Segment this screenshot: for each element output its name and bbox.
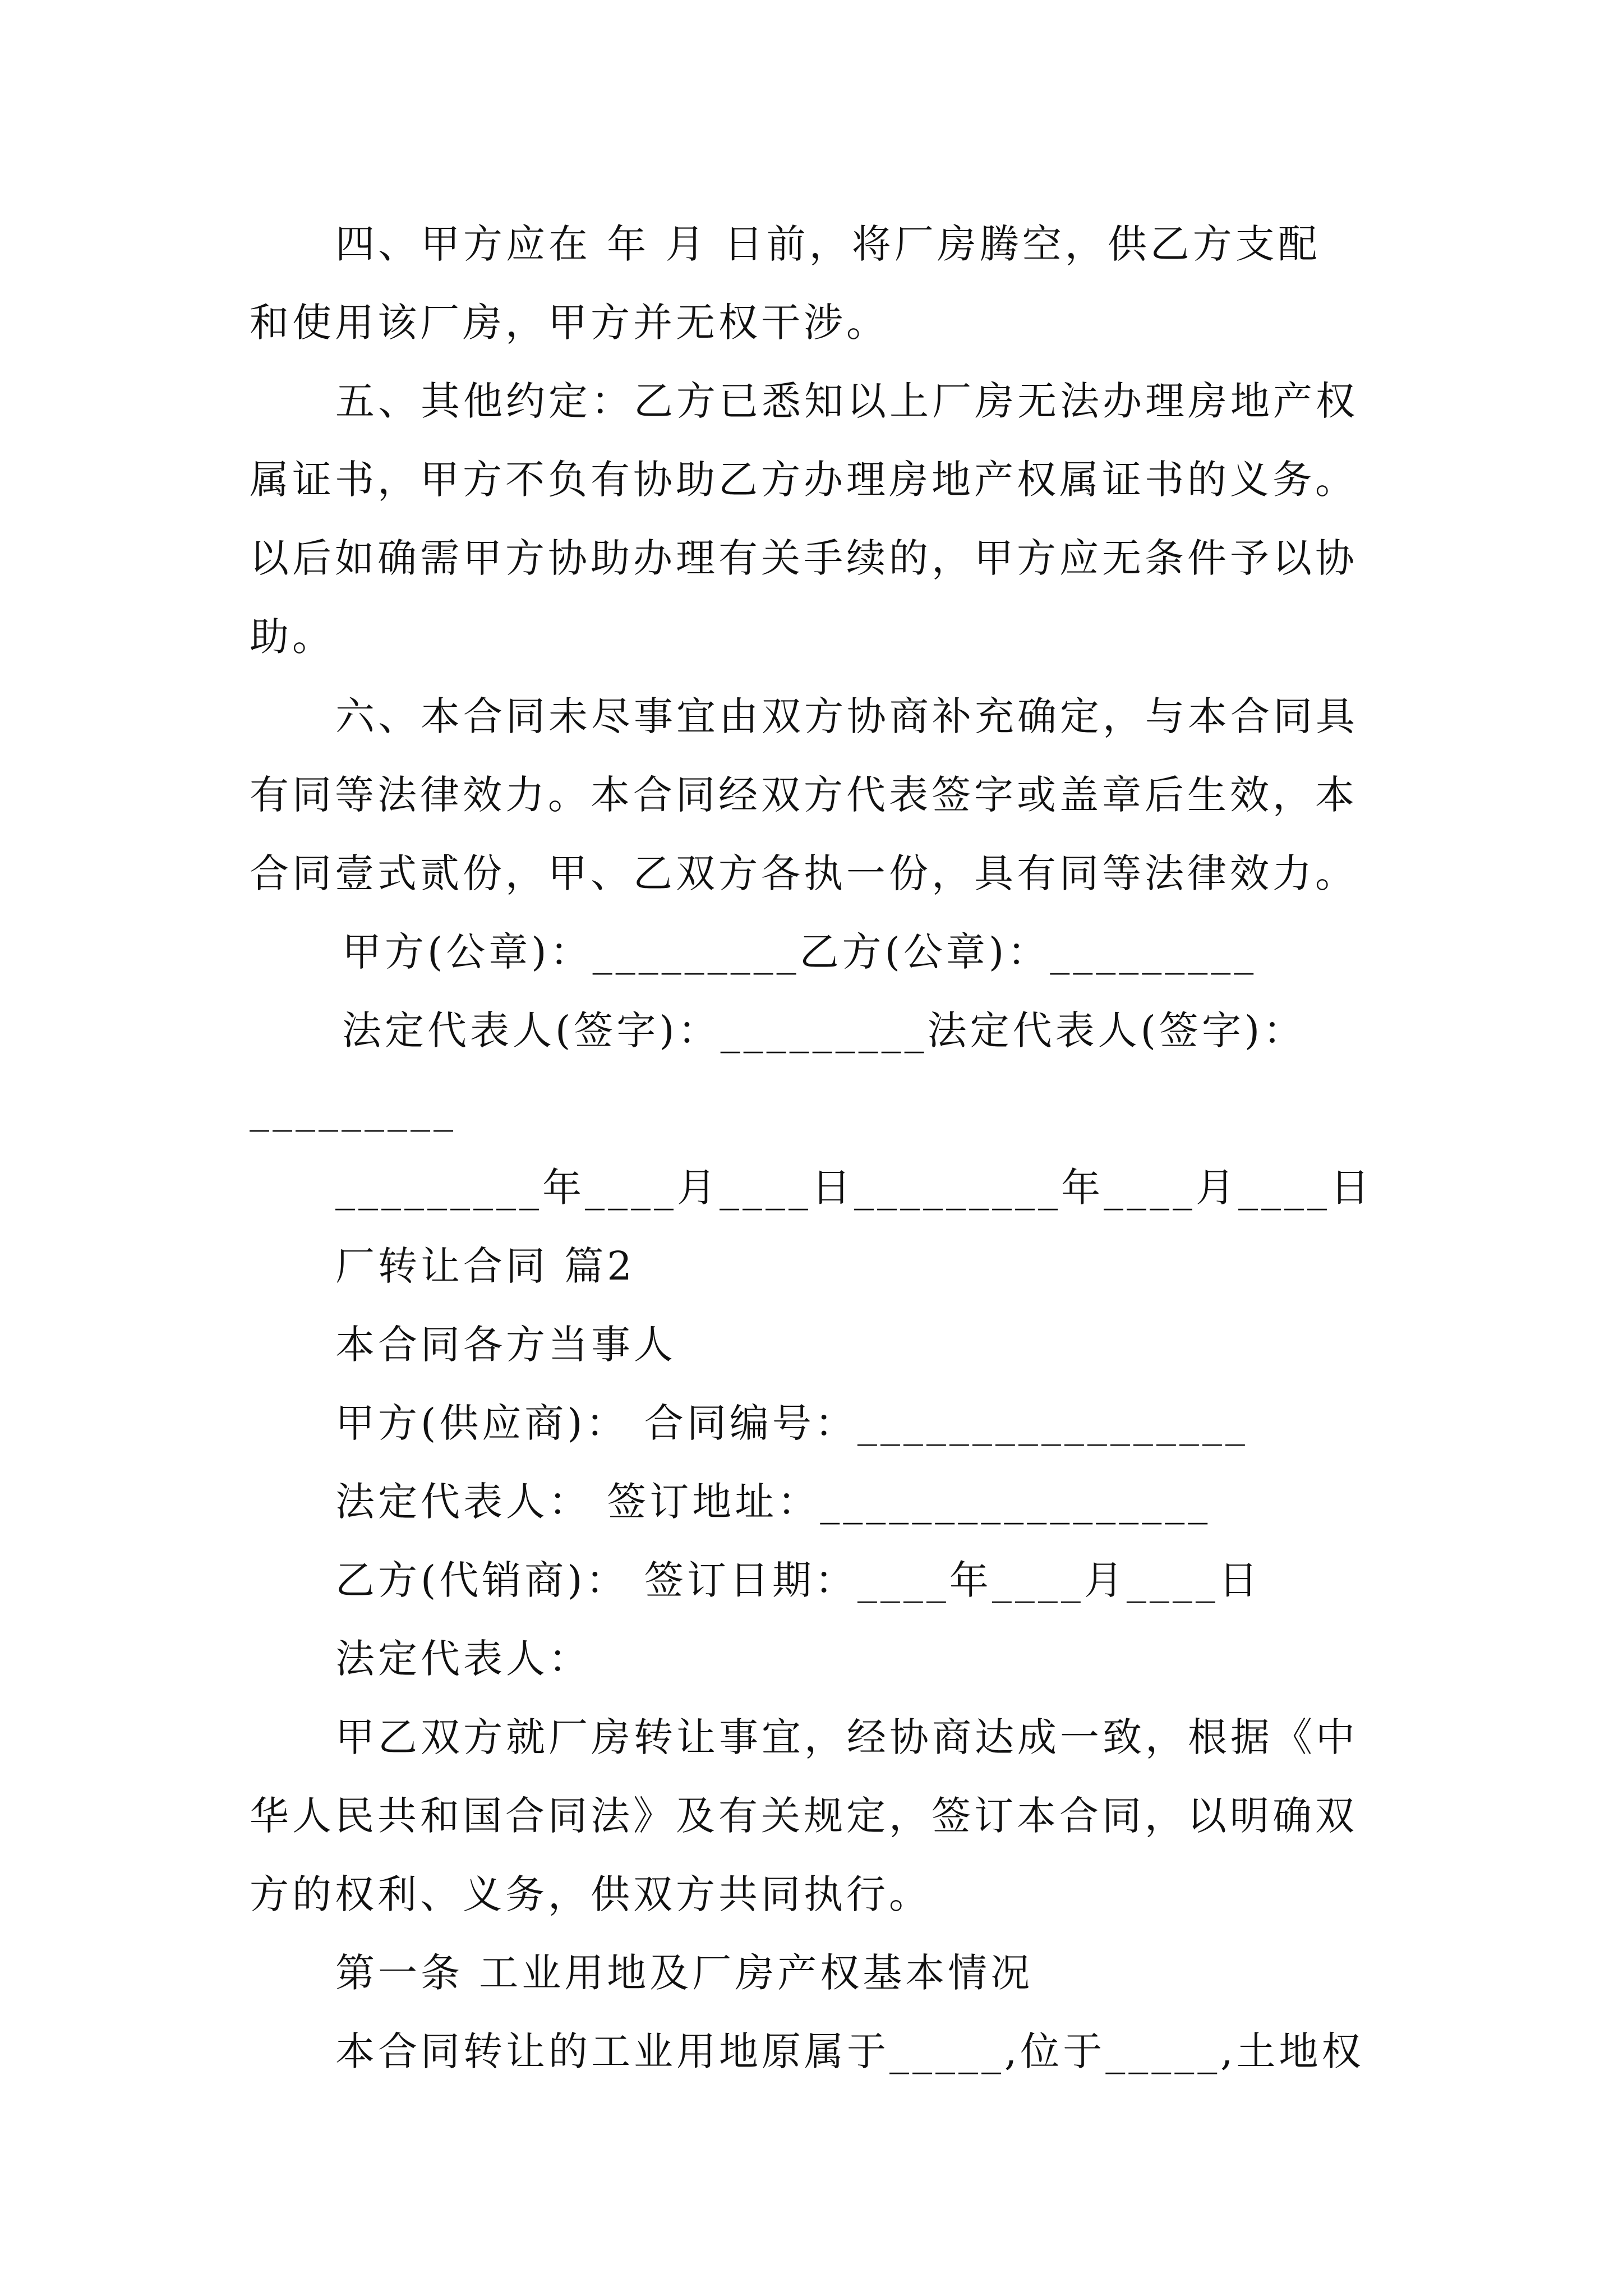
clause-6-line-1: 六、本合同未尽事宜由双方协商补充确定，与本合同具 <box>335 693 1358 739</box>
section-heading: 厂转让合同 篇2 <box>335 1243 635 1289</box>
party-a-line: 甲方(供应商)： 合同编号：_________________ <box>335 1400 1248 1446</box>
clause-5-line-4: 助。 <box>250 614 335 660</box>
representative-line-2: 法定代表人： <box>335 1636 591 1682</box>
preamble-line-1: 甲乙双方就厂房转让事宜，经协商达成一致，根据《中 <box>335 1714 1358 1760</box>
article-1-line-1: 本合同转让的工业用地原属于_____,位于_____,土地权 <box>335 2028 1364 2074</box>
clause-5-line-2: 属证书，甲方不负有协助乙方办理房地产权属证书的义务。 <box>250 457 1358 503</box>
article-1-heading: 第一条 工业用地及厂房产权基本情况 <box>335 1950 1034 1996</box>
signature-representative-line: 法定代表人(签字)：_________法定代表人(签字)： <box>342 1007 1306 1053</box>
representative-line-1: 法定代表人： 签订地址：_________________ <box>335 1479 1211 1525</box>
party-b-line: 乙方(代销商)： 签订日期：____年____月____日 <box>335 1557 1261 1603</box>
clause-4-line-1: 四、甲方应在 年 月 日前，将厂房腾空，供乙方支配 <box>335 221 1321 267</box>
preamble-line-2: 华人民共和国合同法》及有关规定，签订本合同，以明确双 <box>250 1793 1358 1839</box>
clause-5-line-3: 以后如确需甲方协助办理有关手续的，甲方应无条件予以协 <box>250 535 1358 581</box>
parties-heading: 本合同各方当事人 <box>335 1322 676 1368</box>
clause-6-line-3: 合同壹式贰份，甲、乙双方各执一份，具有同等法律效力。 <box>250 850 1358 896</box>
clause-4-line-2: 和使用该厂房，甲方并无权干涉。 <box>250 300 889 346</box>
clause-5-line-1: 五、其他约定：乙方已悉知以上厂房无法办理房地产权 <box>335 378 1358 424</box>
clause-6-line-2: 有同等法律效力。本合同经双方代表签字或盖章后生效，本 <box>250 772 1358 818</box>
signature-party-line: 甲方(公章)：_________乙方(公章)：_________ <box>342 929 1257 975</box>
signature-blank-line: _________ <box>250 1086 457 1132</box>
signature-date-line: _________年____月____日_________年____月____日 <box>335 1165 1373 1211</box>
preamble-line-3: 方的权利、义务，供双方共同执行。 <box>250 1871 932 1917</box>
